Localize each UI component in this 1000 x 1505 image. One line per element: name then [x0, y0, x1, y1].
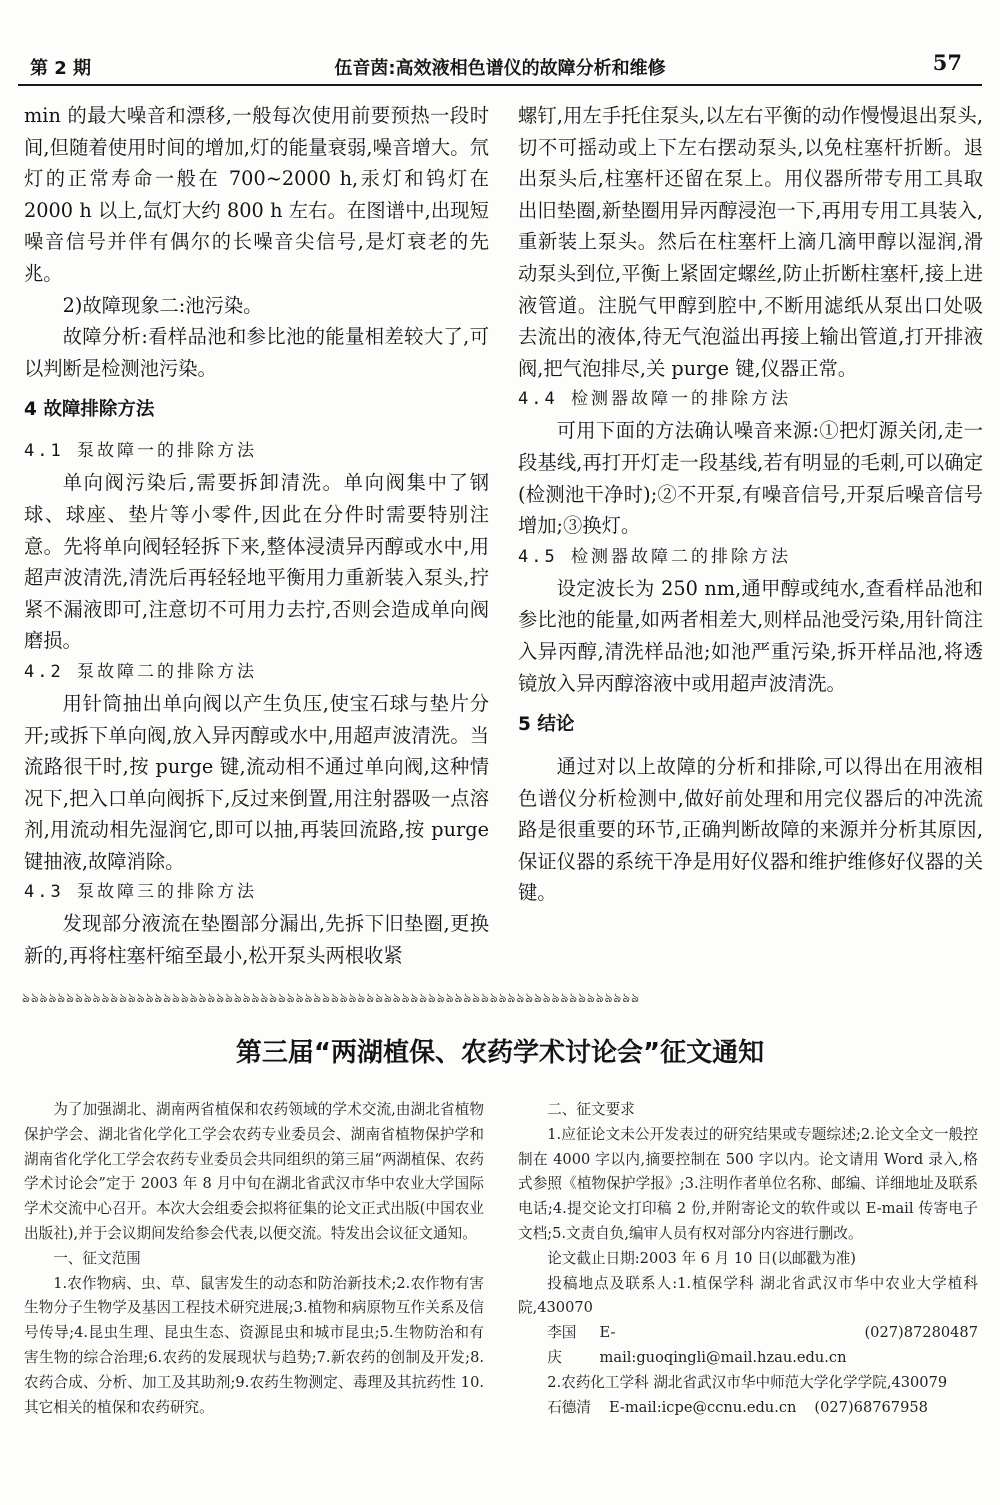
- contact-email: E-mail:guoqingli@mail.hzau.edu.cn: [599, 1324, 847, 1366]
- subsection-heading: 4.2 泵故障二的排除方法: [24, 661, 257, 682]
- subsection-heading: 4.1 泵故障一的排除方法: [24, 441, 257, 462]
- page-number: 57: [932, 50, 962, 75]
- paragraph: 单向阀污染后,需要拆卸清洗。单向阀集中了钢球、球座、垫片等小零件,因此在分件时需要特别注意。先将单向阀轻轻拆下来,整体浸渍异丙醇或水中,用超声波清洗,清洗后再轻轻地平衡用力重新装入泵头,拧紧不漏液即可,注意切不可用力去拧,否则会造成单向阀磨损。: [24, 471, 489, 653]
- notice-right-column: [518, 1098, 978, 1420]
- contact-person: [518, 1321, 978, 1371]
- ornamental-divider: ঌঌঌঌঌঌঌঌঌঌঌঌঌঌঌঌঌঌঌঌঌঌঌঌঌঌঌঌঌঌঌঌঌঌঌঌঌঌঌঌঌঌঌঌঌঌঌঌঌঌঌঌঌঌঌঌঌঌঌঌঌঌঌঌঌঌঌঌঌঌ: [22, 992, 640, 1006]
- running-title: 伍音茵:高效液相色谱仪的故障分析和维修: [334, 58, 666, 79]
- notice-subheading: 二、征文要求: [547, 1101, 635, 1118]
- running-header: [18, 48, 982, 86]
- contact-name: 李国庆: [547, 1324, 577, 1366]
- contact-name: 石德清: [547, 1398, 591, 1416]
- paragraph: 设定波长为 250 nm,通甲醇或纯水,查看样品池和参比池的能量,如两者相差大,则样品池受污染,用针筒注入异丙醇,清洗样品池;如池严重污染,拆开样品池,将透镜放入异丙醇溶液中或用超声波清洗。: [518, 576, 983, 695]
- notice-left-column: [24, 1098, 484, 1420]
- notice-subheading: 一、征文范围: [53, 1249, 141, 1267]
- section-heading: 5 结论: [518, 714, 575, 736]
- notice-paragraph: 1.农作物病、虫、草、鼠害发生的动态和防治新技术;2.农作物有害生物分子生物学及基因工程技术研究进展;3.植物和病原物互作关系及信号传导;4.昆虫生理、昆虫生态、资源昆虫和城市昆虫;5.生物防治和有害生物的综合治理;6.农药的发展现状与趋势;7.新农药的创制及开发;8.农药合成、分析、加工及其助剂;9.农药生物测定、毒理及其抗药性 10.其它相关的植保和农药研究。: [24, 1274, 484, 1416]
- paragraph: 用针筒抽出单向阀以产生负压,使宝石球与垫片分开;或拆下单向阀,放入异丙醇或水中,用超声波清洗。当流路很干时,按 purge 键,流动相不通过单向阀,这种情况下,把入口单向阀拆下,反过来倒置,用注射器吸一点溶剂,用流动相先湿润它,即可以抽,再装回流路,按 purge 键抽液,故障消除。: [24, 691, 489, 873]
- notice-contact: 投稿地点及联系人:1.植保学科 湖北省武汉市华中农业大学植科院,430070: [518, 1274, 978, 1317]
- contact-phone: (027)68767958: [814, 1398, 928, 1416]
- subsection-heading: 4.3 泵故障三的排除方法: [24, 882, 257, 903]
- paragraph: 通过对以上故障的分析和排除,可以得出在用液相色谱仪分析检测中,做好前处理和用完仪器后的冲洗流路是很重要的环节,正确判断故障的来源并分析其原因,保证仪器的系统干净是用好仪器和维护维修好仪器的关键。: [518, 755, 983, 905]
- notice-intro: 为了加强湖北、湖南两省植保和农药领域的学术交流,由湖北省植物保护学会、湖北省化学化工学会农药专业委员会、湖南省植物保护学和湖南省化学化工学会农药专业委员会共同组织的第三届“两湖植保、农药学术讨论会”定于 2003 年 8 月中旬在湖北省武汉市华中农业大学国际学术交流中心召开。本次大会组委会拟将征集的论文正式出版(中国农业出版社),并于会议期间发给参会代表,以便交流。特发出会议征文通知。: [24, 1101, 484, 1242]
- left-column: [24, 100, 489, 972]
- contact-email: E-mail:icpe@ccnu.edu.cn: [608, 1398, 797, 1416]
- issue-number: 第 2 期: [30, 58, 92, 79]
- right-column: [518, 100, 983, 909]
- paragraph: 2)故障现象二:池污染。: [62, 293, 263, 317]
- paragraph: min 的最大噪音和漂移,一般每次使用前要预热一段时间,但随着使用时间的增加,灯的能量衰弱,噪音增大。氘灯的正常寿命一般在 700~2000 h,汞灯和钨灯在 2000 h 以上,氙灯大约 800 h 左右。在图谱中,出现短噪音信号并伴有偶尔的长噪音尖信号,是灯衰老的先兆。: [24, 104, 489, 285]
- paragraph: 螺钉,用左手托住泵头,以左右平衡的动作慢慢退出泵头,切不可摇动或上下左右摆动泵头,以免柱塞杆折断。退出泵头后,柱塞杆还留在泵上。用仪器所带专用工具取出旧垫圈,新垫圈用异丙醇浸泡一下,再用专用工具装入,重新装上泵头。然后在柱塞杆上滴几滴甲醇以湿润,滑动泵头到位,平衡上紧固定螺丝,防止折断柱塞杆,接上进液管道。注脱气甲醇到腔中,不断用滤纸从泵出口处吸去流出的液体,待无气泡溢出再接上输出管道,打开排液阀,把气泡排尽,关 purge 键,仪器正常。: [518, 104, 983, 380]
- paragraph: 发现部分液流在垫圈部分漏出,先拆下旧垫圈,更换新的,再将柱塞杆缩至最小,松开泵头两根收紧: [24, 912, 489, 968]
- contact-phone: (027)87280487: [864, 1324, 978, 1342]
- notice-contact: 2.农药化工学科 湖北省武汉市华中师范大学化学学院,430079: [547, 1373, 948, 1391]
- section-heading: 4 故障排除方法: [24, 399, 155, 421]
- notice-paragraph: 1.应征论文未公开发表过的研究结果或专题综述;2.论文全文一般控制在 4000 字以内,摘要控制在 500 字以内。论文请用 Word 录入,格式参照《植物保护学报》;3.注明作者单位名称、邮编、详细地址及联系电话;4.提交论文打印稿 2 份,并附寄论文的软件或以 E-mail 传寄电子文档;5.文责自负,编审人员有权对部分内容进行删改。: [518, 1125, 978, 1242]
- paragraph: 故障分析:看样品池和参比池的能量相差较大了,可以判断是检测池污染。: [24, 325, 489, 380]
- subsection-heading: 4.5 检测器故障二的排除方法: [518, 546, 791, 567]
- contact-person: [518, 1396, 978, 1421]
- paragraph: 可用下面的方法确认噪音来源:①把灯源关闭,走一段基线,再打开灯走一段基线,若有明显的毛刺,可以确定(检测池干净时);②不开泵,有噪音信号,开泵后噪音信号增加;③换灯。: [518, 419, 983, 538]
- subsection-heading: 4.4 检测器故障一的排除方法: [518, 389, 791, 410]
- notice-deadline: 论文截止日期:2003 年 6 月 10 日(以邮戳为准): [547, 1249, 856, 1267]
- notice-title: 第三届“两湖植保、农药学术讨论会”征文通知: [235, 1038, 765, 1068]
